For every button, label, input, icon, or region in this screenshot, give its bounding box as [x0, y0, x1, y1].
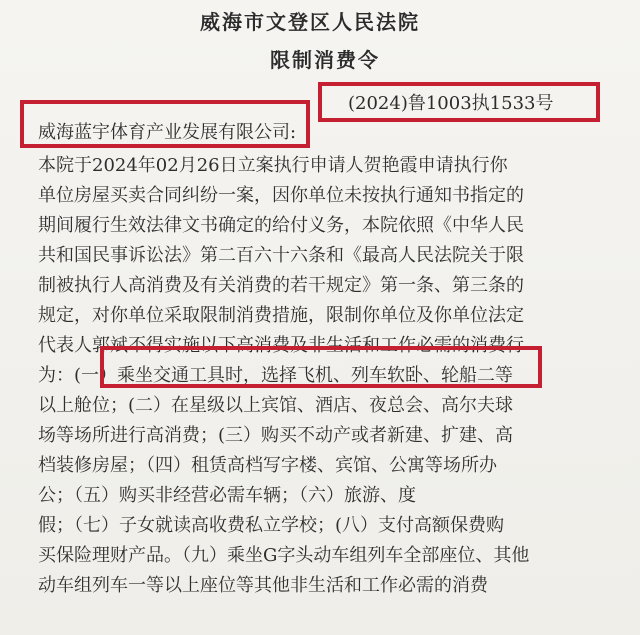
addressee: 威海蓝宇体育产业发展有限公司:: [38, 122, 297, 143]
body-line: 期间履行生效法律文书确定的给付义务，本院依照《中华人民: [38, 215, 524, 236]
body-line: 动车组列车一等以上座位等其他非生活和工作必需的消费: [38, 575, 488, 596]
body-line: 单位房屋买卖合同纠纷一案，因你单位未按执行通知书指定的: [38, 185, 524, 206]
case-number: (2024)鲁1003执1533号: [348, 93, 554, 114]
body-line: 假；（七）子女就读高收费私立学校；(八）支付高额保费购: [38, 515, 505, 536]
body-line: 买保险理财产品。（九）乘坐G字头动车组列车全部座位、其他: [38, 545, 530, 566]
body-line: 以上舱位；(二）在星级以上宾馆、酒店、夜总会、高尔夫球: [38, 395, 514, 416]
body-line: 为：(一）乘坐交通工具时，选择飞机、列车软卧、轮船二等: [38, 365, 514, 386]
body-line: 档装修房屋；（四）租赁高档写字楼、宾馆、公寓等场所办: [38, 455, 497, 476]
body-line: 本院于2024年02月26日立案执行申请人贺艳霞申请执行你: [38, 155, 508, 176]
body-line: 规定，对你单位采取限制消费措施，限制你单位及你单位法定: [38, 305, 524, 326]
legal-representative-highlight-box: [100, 346, 542, 388]
body-line: 公；（五）购买非经营必需车辆；（六）旅游、度: [38, 485, 416, 506]
body-line: 代表人郭斌不得实施以下高消费及非生活和工作必需的消费行: [38, 335, 524, 356]
court-name: 威海市文登区人民法院: [200, 10, 420, 34]
body-line: 制被执行人高消费及有关消费的若干规定》第一条、第三条的: [38, 275, 524, 296]
body-line: 场等场所进行高消费；(三）购买不动产或者新建、扩建、高: [38, 425, 514, 446]
document-type: 限制消费令: [270, 48, 380, 72]
body-line: 共和国民事诉讼法》第二百六十六条和《最高人民法院关于限: [38, 245, 524, 266]
